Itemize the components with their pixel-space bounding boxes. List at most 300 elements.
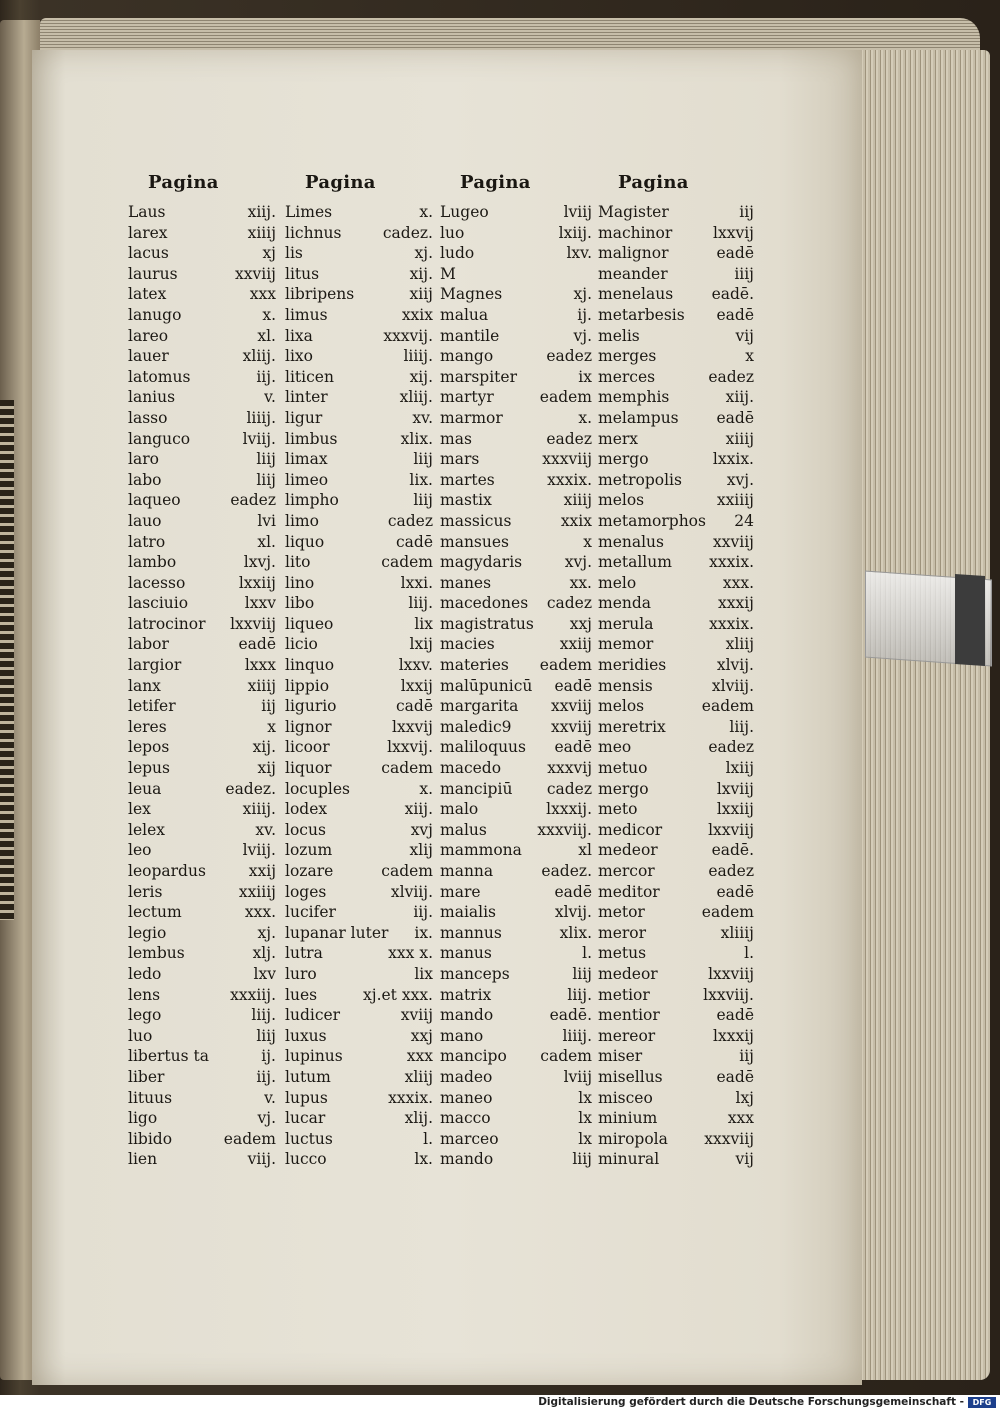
entry-page-number: xxix	[401, 305, 433, 324]
entry-word: lignor	[285, 717, 332, 736]
entry-page-number: cadem	[381, 553, 433, 572]
index-entry	[128, 614, 276, 635]
entry-word: limo	[285, 511, 319, 530]
entry-page-number: eadē.	[711, 285, 754, 304]
index-entry	[440, 634, 592, 655]
dfg-logo: DFG	[968, 1397, 996, 1408]
entry-word: lasciuio	[128, 594, 189, 613]
entry-word: mastix	[440, 491, 492, 510]
entry-page-number: xxviij	[551, 697, 592, 716]
entry-word: lituus	[128, 1088, 173, 1107]
index-entry	[440, 1026, 592, 1047]
entry-page-number: liij	[572, 964, 592, 983]
entry-word: martes	[440, 470, 495, 489]
entry-page-number: xiiij	[247, 676, 276, 695]
index-entry	[285, 737, 433, 758]
entry-page-number: iij.	[256, 1067, 276, 1086]
entry-word: metuo	[598, 759, 648, 778]
index-entry	[440, 1005, 592, 1026]
entry-page-number: lx.	[414, 1150, 433, 1169]
entry-page-number: xviij	[400, 1006, 433, 1025]
entry-page-number: lxxx	[244, 656, 276, 675]
index-entry	[440, 449, 592, 470]
entry-word: manceps	[440, 964, 510, 983]
entry-word: ludicer	[285, 1006, 341, 1025]
index-entry	[598, 634, 754, 655]
index-entry	[285, 902, 433, 923]
entry-page-number: lxxij	[400, 676, 433, 695]
entry-page-number: ij.	[261, 1047, 276, 1066]
entry-word: madeo	[440, 1067, 493, 1086]
entry-word: macedones	[440, 594, 529, 613]
entry-word: liber	[128, 1067, 165, 1086]
index-entry	[128, 696, 276, 717]
entry-word: memor	[598, 635, 654, 654]
entry-word: mando	[440, 1150, 494, 1169]
index-entry	[598, 532, 754, 553]
entry-page-number: lviij	[563, 203, 592, 221]
entry-word: menalus	[598, 532, 664, 551]
entry-word: lareo	[128, 326, 169, 345]
entry-page-number: xxxvij.	[383, 326, 433, 345]
index-entry	[440, 1067, 592, 1088]
entry-word: mancipiū	[440, 779, 513, 798]
index-entry	[440, 532, 592, 553]
index-entry	[440, 737, 592, 758]
entry-word: lichnus	[285, 223, 342, 242]
entry-page-number: xxj	[410, 1026, 433, 1045]
entry-word: luo	[440, 223, 465, 242]
entry-page-number: xxxviij	[704, 1129, 754, 1148]
entry-page-number: x.	[419, 779, 433, 798]
entry-word: limpho	[285, 491, 339, 510]
index-entry	[598, 243, 754, 264]
entry-page-number: lviij.	[242, 841, 276, 860]
entry-page-number: eadem	[539, 656, 592, 675]
entry-word: metamorphos	[598, 511, 706, 530]
index-entry	[440, 882, 592, 903]
column-heading: Pagina	[148, 172, 219, 193]
entry-page-number: xij.	[252, 738, 276, 757]
index-entry	[598, 655, 754, 676]
index-entry	[128, 717, 276, 738]
index-entry	[598, 429, 754, 450]
index-entry	[128, 326, 276, 347]
entry-page-number: ix	[578, 367, 592, 386]
index-entry	[598, 676, 754, 697]
entry-word: labo	[128, 470, 162, 489]
entry-word: metior	[598, 985, 650, 1004]
index-entry	[440, 1149, 592, 1170]
entry-word: mergo	[598, 450, 649, 469]
entry-page-number: iij.	[256, 367, 276, 386]
index-entry	[598, 799, 754, 820]
entry-word: laro	[128, 450, 159, 469]
index-entry	[128, 737, 276, 758]
entry-word: limax	[285, 450, 328, 469]
entry-word: maledic9	[440, 717, 512, 736]
entry-page-number: x.	[419, 203, 433, 221]
entry-word: ligo	[128, 1109, 158, 1128]
index-entry	[440, 429, 592, 450]
index-entry	[285, 964, 433, 985]
entry-word: malo	[440, 800, 479, 819]
entry-page-number: vij	[735, 326, 754, 345]
index-entry	[598, 985, 754, 1006]
index-entry	[598, 223, 754, 244]
entry-word: mango	[440, 347, 494, 366]
entry-word: lasso	[128, 408, 168, 427]
entry-word: licio	[285, 635, 318, 654]
entry-page-number: eadē	[716, 1067, 754, 1086]
index-entry	[285, 717, 433, 738]
entry-word: lutra	[285, 944, 323, 963]
entry-word: marceo	[440, 1129, 499, 1148]
entry-word: lacus	[128, 244, 169, 263]
entry-word: meditor	[598, 882, 660, 901]
entry-page-number: lx	[578, 1109, 592, 1128]
entry-page-number: liij	[413, 491, 433, 510]
entry-word: ligurio	[285, 697, 337, 716]
index-entry	[285, 1005, 433, 1026]
entry-word: luo	[128, 1026, 153, 1045]
entry-word: meander	[598, 264, 668, 283]
entry-word: maneo	[440, 1088, 493, 1107]
entry-word: leopardus	[128, 862, 206, 880]
entry-page-number: xiiij	[563, 491, 592, 510]
index-column-3	[440, 172, 592, 1170]
index-entry	[440, 1129, 592, 1150]
index-entry	[598, 1129, 754, 1150]
entry-word: labor	[128, 635, 169, 654]
entry-page-number: cadē	[395, 532, 433, 551]
entry-page-number: iij.	[413, 903, 433, 922]
entry-page-number: xl	[578, 841, 592, 860]
entry-word: mentior	[598, 1006, 660, 1025]
entry-page-number: cadem	[381, 862, 433, 880]
entry-page-number: eadē	[716, 305, 754, 324]
index-entry	[598, 593, 754, 614]
index-entry	[598, 758, 754, 779]
index-column-1	[128, 172, 276, 1170]
index-entry	[128, 985, 276, 1006]
index-entry	[285, 552, 433, 573]
entry-word: mas	[440, 429, 472, 448]
entry-page-number: xvj.	[564, 553, 592, 572]
entry-page-number: x.	[578, 408, 592, 427]
index-entry	[285, 408, 433, 429]
entry-page-number: liij.	[408, 594, 433, 613]
entry-word: manna	[440, 862, 494, 880]
entry-word: minium	[598, 1109, 658, 1128]
entry-page-number: xxxviij	[542, 450, 592, 469]
entry-page-number: lxxvij	[392, 717, 433, 736]
entry-page-number: liij.	[567, 985, 592, 1004]
entry-word: lectum	[128, 903, 182, 922]
index-entry	[440, 902, 592, 923]
index-entry	[440, 1088, 592, 1109]
entry-page-number: iij	[739, 203, 754, 221]
entry-page-number: eadem	[539, 388, 592, 407]
entry-page-number: eadez	[708, 862, 754, 880]
index-entry	[440, 943, 592, 964]
entry-word: meretrix	[598, 717, 666, 736]
index-entry	[440, 779, 592, 800]
index-entry	[440, 573, 592, 594]
entry-page-number: vj.	[573, 326, 592, 345]
entry-page-number: liij.	[729, 717, 754, 736]
entry-word: metarbesis	[598, 305, 685, 324]
entry-page-number: eadē	[716, 882, 754, 901]
index-entry	[285, 1046, 433, 1067]
index-entry	[440, 387, 592, 408]
index-entry	[440, 367, 592, 388]
entry-page-number: lxxvij	[713, 223, 754, 242]
entry-page-number: xj.	[573, 285, 592, 304]
index-entry	[285, 861, 433, 882]
entry-page-number: xxviij	[235, 264, 276, 283]
entry-word: lupus	[285, 1088, 328, 1107]
page-marker-tab-shadow	[955, 574, 985, 666]
index-column-4	[598, 172, 754, 1170]
entry-page-number: cadez	[546, 779, 592, 798]
index-entry	[440, 655, 592, 676]
entry-page-number: eadez	[708, 738, 754, 757]
entry-word: linter	[285, 388, 328, 407]
entry-word: melo	[598, 573, 637, 592]
column-heading: Pagina	[305, 172, 376, 193]
entry-page-number: xliiij	[720, 923, 754, 942]
entry-page-number: lviij	[563, 1067, 592, 1086]
entry-word: manus	[440, 944, 492, 963]
index-entry	[598, 1067, 754, 1088]
index-entry	[128, 861, 276, 882]
entry-page-number: x.	[262, 305, 276, 324]
entry-page-number: iij	[261, 697, 276, 716]
entry-word: mare	[440, 882, 481, 901]
index-entry	[440, 264, 592, 285]
entry-page-number: eadem	[701, 903, 754, 922]
index-entry	[598, 387, 754, 408]
entry-word: lixa	[285, 326, 313, 345]
column-heading: Pagina	[618, 172, 689, 193]
entry-page-number: lxxviij	[708, 820, 754, 839]
entry-page-number: xxix	[560, 511, 592, 530]
entry-page-number: lxxviij	[708, 964, 754, 983]
entry-page-number: xj	[262, 244, 276, 263]
entry-page-number: eadē.	[549, 1006, 592, 1025]
index-entry	[598, 202, 754, 223]
entry-word: macedo	[440, 759, 502, 778]
entry-word: lanx	[128, 676, 161, 695]
entry-page-number: xlix.	[559, 923, 592, 942]
column-heading: Pagina	[460, 172, 531, 193]
entry-page-number: lxxi.	[400, 573, 433, 592]
entry-word: lippio	[285, 676, 330, 695]
entry-page-number: xxiiij	[716, 491, 754, 510]
index-entry	[128, 1108, 276, 1129]
entry-page-number: cadem	[381, 759, 433, 778]
index-entry	[598, 408, 754, 429]
entry-word: lozare	[285, 862, 334, 880]
index-entry	[285, 1108, 433, 1129]
entry-word: luxus	[285, 1026, 327, 1045]
entry-page-number: liiij.	[403, 347, 433, 366]
index-entry	[285, 923, 433, 944]
index-entry	[285, 655, 433, 676]
entry-page-number: x	[583, 532, 592, 551]
entry-page-number: xxx	[249, 285, 276, 304]
entry-page-number: eadez	[230, 491, 276, 510]
index-entry	[440, 985, 592, 1006]
index-entry	[598, 717, 754, 738]
index-entry	[598, 1005, 754, 1026]
index-entry	[598, 923, 754, 944]
entry-word: miropola	[598, 1129, 668, 1148]
entry-word: misellus	[598, 1067, 663, 1086]
entry-word: linquo	[285, 656, 335, 675]
entry-word: lutum	[285, 1067, 331, 1086]
entry-page-number: lxxv	[244, 594, 276, 613]
index-entry	[440, 223, 592, 244]
entry-word: lupanar luter	[285, 923, 389, 942]
index-entry	[128, 923, 276, 944]
entry-page-number: xxxvij	[547, 759, 592, 778]
index-entry	[440, 861, 592, 882]
entry-word: larex	[128, 223, 168, 242]
entry-page-number: eadē	[238, 635, 276, 654]
index-entry	[440, 840, 592, 861]
entry-page-number: eadem	[223, 1129, 276, 1148]
index-entry	[128, 202, 276, 223]
index-entry	[598, 614, 754, 635]
entry-word: legio	[128, 923, 167, 942]
entry-word: locus	[285, 820, 326, 839]
index-entry	[285, 840, 433, 861]
entry-word: medicor	[598, 820, 663, 839]
entry-page-number: xx.	[569, 573, 592, 592]
entry-word: lino	[285, 573, 315, 592]
entry-page-number: x	[267, 717, 276, 736]
entry-word: mando	[440, 1006, 494, 1025]
entry-page-number: xlviij.	[390, 882, 433, 901]
index-entry	[285, 634, 433, 655]
index-entry	[285, 799, 433, 820]
entry-page-number: liij	[256, 450, 276, 469]
index-entry	[128, 1149, 276, 1170]
index-entry	[128, 964, 276, 985]
entry-word: lauo	[128, 511, 162, 530]
entry-page-number: lx	[578, 1129, 592, 1148]
entry-word: mensis	[598, 676, 653, 695]
entry-word: lucco	[285, 1150, 327, 1169]
entry-word: meto	[598, 800, 638, 819]
entry-page-number: lxvj.	[243, 553, 276, 572]
index-entry	[440, 470, 592, 491]
index-entry	[128, 264, 276, 285]
entry-word: letifer	[128, 697, 176, 716]
entry-word: malua	[440, 305, 489, 324]
entry-word: metus	[598, 944, 647, 963]
entry-page-number: xij.	[409, 264, 433, 283]
index-entry	[285, 387, 433, 408]
entry-page-number: lxiij	[725, 759, 754, 778]
entry-page-number: lx	[578, 1088, 592, 1107]
entry-word: merges	[598, 347, 657, 366]
entry-page-number: ix.	[414, 923, 433, 942]
index-entry	[598, 779, 754, 800]
index-entry	[598, 284, 754, 305]
index-entry	[598, 449, 754, 470]
index-entry	[128, 758, 276, 779]
entry-page-number: liij	[256, 1026, 276, 1045]
entry-page-number: xxxix.	[709, 553, 754, 572]
entry-word: mantile	[440, 326, 500, 345]
entry-word: lupinus	[285, 1047, 343, 1066]
index-entry	[285, 223, 433, 244]
entry-word: malus	[440, 820, 487, 839]
entry-page-number: xxx.	[244, 903, 276, 922]
entry-word: lauer	[128, 347, 169, 366]
index-entry	[128, 1129, 276, 1150]
entry-word: mammona	[440, 841, 522, 860]
entry-word: macco	[440, 1109, 491, 1128]
index-entry	[285, 573, 433, 594]
entry-word: mereor	[598, 1026, 656, 1045]
entry-page-number: eadez	[708, 367, 754, 386]
entry-page-number: lxxxij.	[546, 800, 592, 819]
index-entry	[440, 799, 592, 820]
entry-word: lacesso	[128, 573, 186, 592]
entry-page-number: xxiij	[559, 635, 592, 654]
entry-word: lembus	[128, 944, 185, 963]
entry-word: miser	[598, 1047, 643, 1066]
index-entry	[440, 408, 592, 429]
entry-page-number: xliij	[404, 1067, 433, 1086]
index-entry	[128, 305, 276, 326]
entry-word: lambo	[128, 553, 177, 572]
entry-page-number: lxv.	[566, 244, 592, 263]
left-page-edge	[0, 400, 14, 920]
entry-page-number: cadez	[387, 511, 433, 530]
entry-word: laurus	[128, 264, 178, 283]
entry-word: liquo	[285, 532, 325, 551]
index-entry	[128, 593, 276, 614]
index-entry	[128, 840, 276, 861]
entry-page-number: viij.	[247, 1150, 276, 1169]
entry-word: laqueo	[128, 491, 181, 510]
entry-word: malūpunicū	[440, 676, 533, 695]
entry-word: lien	[128, 1150, 158, 1169]
entry-page-number: xlix.	[400, 429, 433, 448]
index-entry	[285, 758, 433, 779]
entry-word: merx	[598, 429, 639, 448]
entry-word: luro	[285, 964, 317, 983]
entry-page-number: v.	[264, 388, 276, 407]
index-entry	[285, 882, 433, 903]
entry-word: limeo	[285, 470, 329, 489]
entry-page-number: xxxix.	[709, 614, 754, 633]
index-entry	[598, 264, 754, 285]
entry-page-number: eadē	[554, 882, 592, 901]
entry-word: Magister	[598, 203, 669, 221]
index-entry	[128, 820, 276, 841]
index-entry	[285, 1067, 433, 1088]
entry-page-number: lxj	[735, 1088, 754, 1107]
entry-word: lanugo	[128, 305, 182, 324]
entry-word: lens	[128, 985, 161, 1004]
index-entry	[598, 882, 754, 903]
